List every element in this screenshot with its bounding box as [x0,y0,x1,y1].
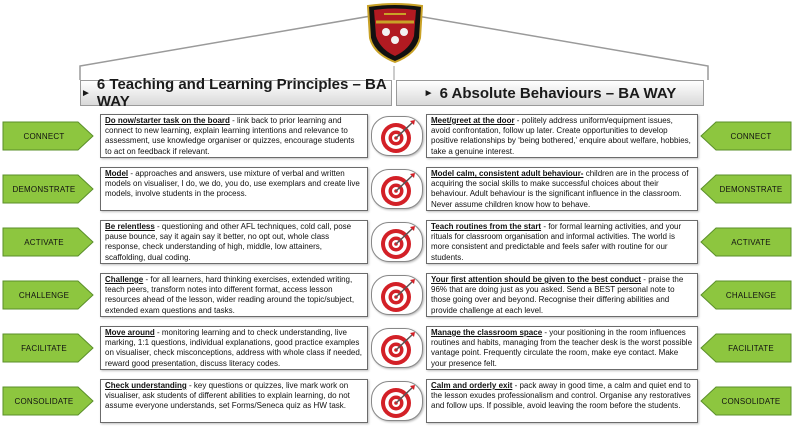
phase-label: CONSOLIDATE [14,396,74,406]
row-facilitate [0,324,794,372]
behaviour-title: Calm and orderly exit [431,381,513,390]
row-consolidate [0,377,794,425]
target-icon [371,381,423,421]
phase-label: ACTIVATE [24,237,64,247]
principle-text: - approaches and answers, use mixture of verbal and written models on visualiser, I do, we do, you do, use exemplars and create live models, involve students in the process. [105,169,360,199]
principle-title: Model [105,169,129,178]
principle-title: Check understanding [105,381,187,390]
behaviour-title: Teach routines from the start [431,222,542,231]
target-icon [371,116,423,156]
target-icon [371,275,423,315]
target-icon [371,169,423,209]
principle-card [100,273,368,317]
phase-label: FACILITATE [728,343,774,353]
header-arrow-icon: ► [423,87,434,99]
principle-text: - questioning and other AFL techniques, cold call, pose pause bounce, say it again say it better, no opt out, whole class response, check understanding of high, middle, low attainers, scaffolding, dual coding. [105,222,352,262]
phase-arrow-left [2,333,94,363]
phase-label: CONSOLIDATE [721,396,781,406]
row-connect [0,112,794,160]
behaviour-text: children are in the process of acquiring the social skills to make successful choices about their behaviour. Adult behaviour is the significant influence in the classroom. Never assume children know how to behave. [431,169,689,209]
target-icon [371,222,423,262]
phase-arrow-left [2,174,94,204]
principle-title: Do now/starter task on the board [105,116,230,125]
principle-card [100,326,368,370]
principle-card [100,167,368,211]
behaviour-title: Your first attention should be given to the best conduct [431,275,642,284]
behaviour-title: Manage the classroom space [431,328,543,337]
principle-title: Move around [105,328,155,337]
behaviours-header-text: 6 Absolute Behaviours – BA WAY [439,84,677,102]
behaviour-title: Meet/greet at the door [431,116,515,125]
phase-arrow-right [700,227,792,257]
behaviour-card [426,220,698,264]
behaviour-card [426,167,698,211]
behaviour-text: - for formal learning activities, and your rituals for classroom organisation and informal activities. The world is more consistent and predictable and feels safer with routine for our students. [431,222,682,262]
phase-arrow-right [700,386,792,416]
principle-text: - key questions or quizzes, live mark work on visualiser, ask students of different abilities to explain learning, do not assume everyone understands, set Forms/Seneca quiz as HW task. [105,381,350,411]
phase-label: CHALLENGE [725,290,777,300]
phase-label: DEMONSTRATE [719,184,783,194]
phase-label: CONNECT [730,131,772,141]
row-activate [0,218,794,266]
principle-card [100,220,368,264]
behaviour-card [426,379,698,423]
principle-title: Be relentless [105,222,155,231]
row-demonstrate [0,165,794,213]
phase-label: CHALLENGE [18,290,70,300]
principle-title: Challenge [105,275,144,284]
phase-arrow-left [2,386,94,416]
phase-arrow-right [700,280,792,310]
phase-arrow-right [700,174,792,204]
behaviour-text: - pack away in good time, a calm and quiet end to the lesson exudes professionalism and control. Organise any restoratives and follow ups. If possible, avoid leaving the room before the students. [431,381,691,411]
behaviour-text: - your positioning in the room influences routines and habits, managing from the teacher desk is the worst possible vantage point. Frequently circulate the room, make eye contact. Make your presence felt. [431,328,693,368]
phase-arrow-left [2,280,94,310]
phase-arrow-right [700,121,792,151]
phase-arrow-right [700,333,792,363]
school-crest-logo [362,2,428,64]
principles-header [80,76,392,110]
principle-card [100,114,368,158]
principle-text: - for all learners, hard thinking exercises, extended writing, teach peers, transform notes into different format, access lesson resources ahead of the lesson, wider reading around the topic/subject, extended exam questions and tasks. [105,275,355,315]
behaviour-card [426,114,698,158]
behaviour-card [426,273,698,317]
phase-arrow-left [2,121,94,151]
principle-card [100,379,368,423]
row-challenge [0,271,794,319]
phase-label: ACTIVATE [731,237,771,247]
behaviour-card [426,326,698,370]
phase-arrow-left [2,227,94,257]
phase-label: DEMONSTRATE [12,184,76,194]
header-arrow-icon: ► [81,87,91,99]
principle-text: - monitoring learning and to check understanding, live marking, 1:1 questions, individual explanations, good practice examples on visualiser, check misconceptions, address with whole class if needed, reward good presentation, discuss literacy codes. [105,328,363,368]
phase-label: CONNECT [23,131,65,141]
behaviours-header [396,80,704,106]
principle-text: - link back to prior learning and connect to new learning, explain learning intentions and relevance to assessment, use knowledge organiser or quizzes, encourage students to act on feedback if relevant. [105,116,355,156]
principles-header-text: 6 Teaching and Learning Principles – BA WAY [96,76,387,110]
target-icon [371,328,423,368]
behaviour-title: Model calm, consistent adult behaviour- [431,169,584,178]
phase-label: FACILITATE [21,343,67,353]
behaviour-text: - politely address uniform/equipment issues, avoid confrontation, follow up later. Create opportunities to develop positive relationships by ‘being bothered,’ enquire about welfare, hobbies, take a genuine interest. [431,116,691,156]
behaviour-text: - praise the 96% that are doing just as you asked. Send a BEST personal note to those going over and beyond. Recognise their differing abilities and provide challenge at each level. [431,275,684,315]
